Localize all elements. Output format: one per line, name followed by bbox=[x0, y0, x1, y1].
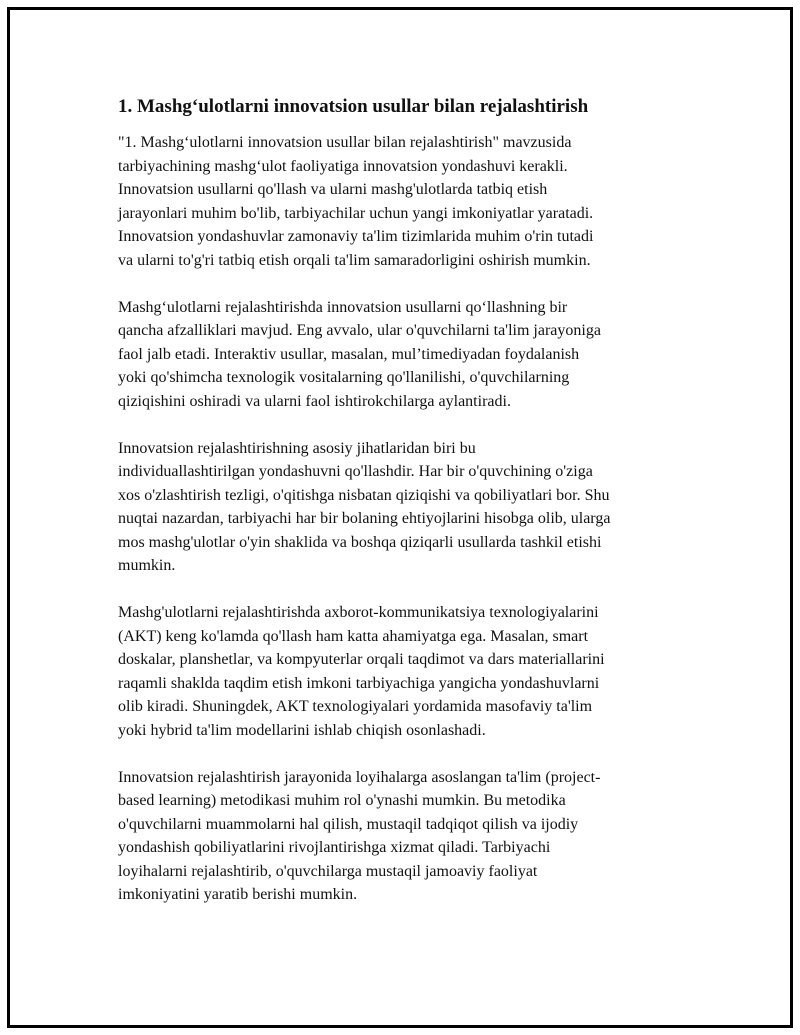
text-line: raqamli shaklda taqdim etish imkoni tarbiyachiga yangicha yondashuvlarni bbox=[118, 674, 600, 692]
text-line: yoki qo'shimcha texnologik vositalarning qo'llanilishi, o'quvchilarning bbox=[118, 369, 570, 386]
document-body bbox=[118, 95, 688, 930]
text-line: individuallashtirilgan yondashuvni qo'llashdir. Har bir o'quvchining o'ziga bbox=[118, 463, 593, 480]
text-line: "1. Mashg‘ulotlarni innovatsion usullar bilan rejalashtirish" mavzusida bbox=[118, 134, 572, 151]
text-line: qiziqishini oshiradi va ularni faol ishtirokchilarga aylantiradi. bbox=[118, 392, 511, 410]
text-line: Innovatsion usullarni qo'llash va ularni mashg'ulotlarda tatbiq etish bbox=[118, 181, 548, 198]
text-line: imkoniyatini yaratib berishi mumkin. bbox=[118, 886, 358, 903]
text-line: Innovatsion rejalashtirishning asosiy jihatlaridan biri bu bbox=[118, 439, 476, 457]
text-line: jarayonlari muhim bo'lib, tarbiyachilar uchun yangi imkoniyatlar yaratadi. bbox=[118, 204, 594, 222]
text-line: xos o'zlashtirish tezligi, o'qitishga nisbatan qiziqishi va qobiliyatlari bor. Shu bbox=[118, 486, 610, 504]
text-line: faol jalb etadi. Interaktiv usullar, masalan, mul’timediyadan foydalanish bbox=[118, 345, 580, 363]
paragraph-3 bbox=[118, 437, 688, 578]
text-line: doskalar, planshetlar, va kompyuterlar orqali taqdimot va dars materiallarini bbox=[118, 651, 605, 668]
text-line: (AKT) keng ko'lamda qo'llash ham katta ahamiyatga ega. Masalan, smart bbox=[118, 627, 589, 645]
paragraph-4 bbox=[118, 601, 688, 742]
text-line: qancha afzalliklari mavjud. Eng avvalo, ular o'quvchilarni ta'lim jarayoniga bbox=[118, 322, 601, 339]
text-line: olib kiradi. Shuningdek, AKT texnologiyalari yordamida masofaviy ta'lim bbox=[118, 698, 593, 715]
text-line: yoki hybrid ta'lim modellarini ishlab chiqish osonlashadi. bbox=[118, 721, 486, 739]
text-line: loyihalarni rejalashtirib, o'quvchilarga mustaqil jamoaviy faoliyat bbox=[118, 862, 538, 880]
text-line: mos mashg'ulotlar o'yin shaklida va boshqa qiziqarli usullarda tashkil etishi bbox=[118, 533, 602, 551]
text-line: yondashish qobiliyatlarini rivojlantirishga xizmat qiladi. Tarbiyachi bbox=[118, 839, 551, 856]
text-line: Mashg‘ulotlarni rejalashtirishda innovatsion usullarni qo‘llashning bir bbox=[118, 298, 568, 316]
text-line: tarbiyachining mashg‘ulot faoliyatiga innovatsion yondashuvi kerakli. bbox=[118, 157, 568, 175]
text-line: Innovatsion yondashuvlar zamonaviy ta'lim tizimlarida muhim o'rin tutadi bbox=[118, 228, 594, 245]
paragraph-2 bbox=[118, 296, 688, 414]
text-line: nuqtai nazardan, tarbiyachi har bir bolaning ehtiyojlarini hisobga olib, ularga bbox=[118, 510, 611, 527]
text-line: o'quvchilarni muammolarni hal qilish, mustaqil tadqiqot qilish va ijodiy bbox=[118, 815, 579, 833]
paragraph-5 bbox=[118, 766, 688, 907]
text-line: mumkin. bbox=[118, 557, 176, 574]
text-line: based learning) metodikasi muhim rol o'ynashi mumkin. Bu metodika bbox=[118, 792, 566, 809]
text-line: Innovatsion rejalashtirish jarayonida loyihalarga asoslangan ta'lim (project- bbox=[118, 768, 601, 786]
paragraph-1 bbox=[118, 131, 688, 272]
text-line: va ularni to'g'ri tatbiq etish orqali ta'lim samaradorligini oshirish mumkin. bbox=[118, 251, 591, 269]
section-heading: 1. Mashg‘ulotlarni innovatsion usullar bilan rejalashtirish bbox=[118, 96, 589, 117]
text-line: Mashg'ulotlarni rejalashtirishda axborot-kommunikatsiya texnologiyalarini bbox=[118, 604, 599, 621]
